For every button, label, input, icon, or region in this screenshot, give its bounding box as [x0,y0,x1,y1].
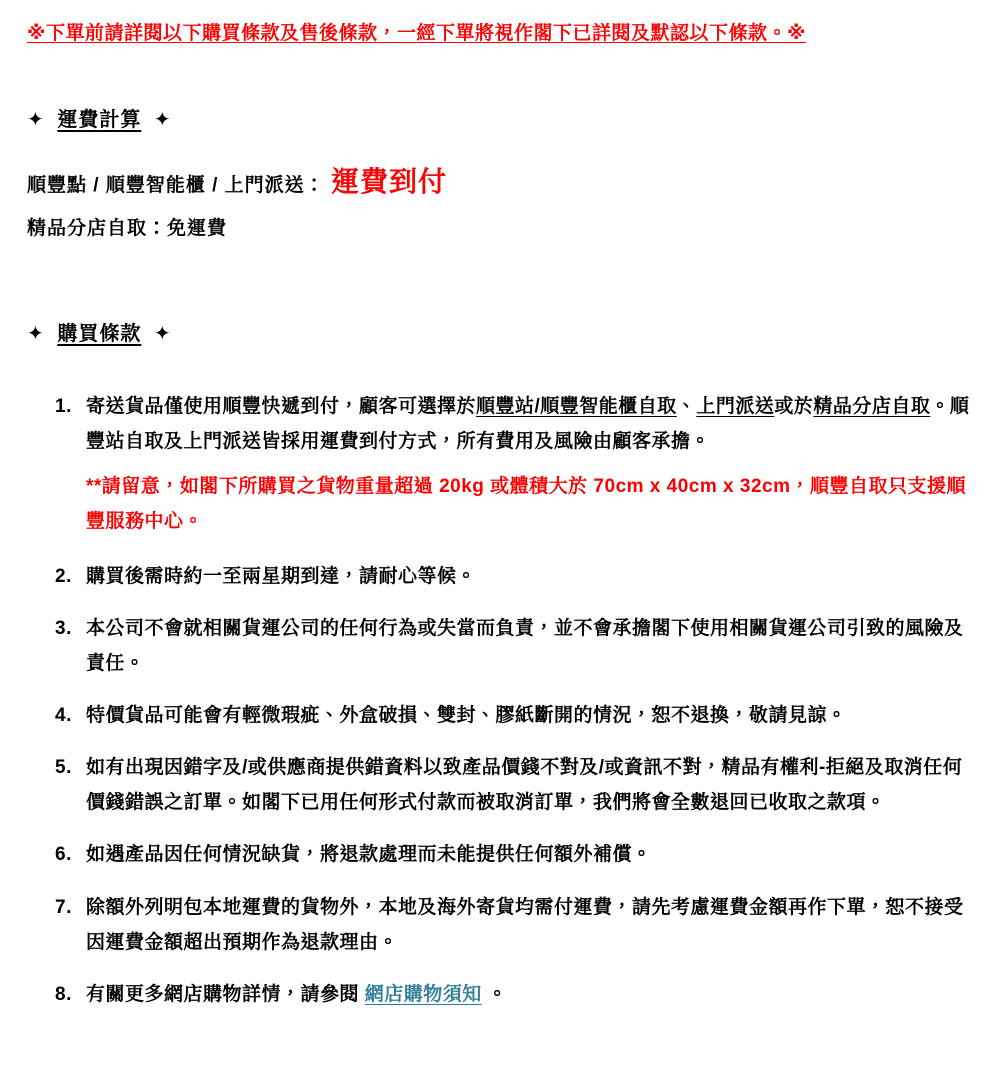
term-number: 8. [55,983,72,1005]
weight-limit-note: **請留意，如閣下所購買之貨物重量超過 20kg 或體積大於 70cm x 40cm x 32cm，順豐自取只支援順豐服務中心。 [86,476,966,533]
diamond-icon: ✦ [153,108,172,131]
term-item-8 [55,977,975,1012]
door-delivery-underline: 上門派送 [696,396,775,417]
shipping-methods-text: 順豐點 / 順豐智能櫃 / 上門派送： [27,174,325,196]
term-item-1 [55,389,975,542]
shipping-methods-line [27,161,975,203]
term-number: 7. [55,896,72,918]
term-item-6 [55,837,975,872]
cod-highlight: 運費到付 [330,165,447,197]
diamond-icon: ✦ [27,323,45,345]
diamond-icon: ✦ [27,108,45,131]
term-number: 5. [55,757,72,779]
term-item-2 [55,559,975,594]
term-item-3 [55,611,975,681]
term-number: 6. [55,844,72,866]
term-item-7 [55,890,975,960]
term-number: 1. [55,396,72,417]
term-text: 如有出現因錯字及/或供應商提供錯資料以致產品價錢不對及/或資訊不對，精品有權利-拒絕及取消任何價錢錯誤之訂單。如閣下已用任何形式付款而被取消訂單，我們將會全數退回已收取之款項。 [86,757,963,814]
term-number: 4. [55,704,72,726]
sf-pickup-underline: 順豐站/順豐智能櫃自取 [476,396,677,417]
term-item-5 [55,750,975,820]
term-text: 有關更多網店購物詳情，請參閱 網店購物須知 。 [86,983,508,1005]
shipping-section-header [27,105,975,135]
term-content [86,389,975,542]
term-text: 如遇產品因任何情況缺貨，將退款處理而未能提供任何額外補償。 [86,844,652,866]
diamond-icon: ✦ [153,323,172,345]
terms-section-title: 購買條款 [57,323,142,345]
shipping-section-title: 運費計算 [57,108,142,131]
store-pickup-line: 精品分店自取：免運費 [27,217,228,239]
terms-list [27,389,975,1012]
online-store-guide-link[interactable]: 網店購物須知 [364,983,482,1005]
store-pickup-underline: 精品分店自取 [813,396,931,417]
term-text: 除額外列明包本地運費的貨物外，本地及海外寄貨均需付運費，請先考慮運費金額再作下單，恕不接受因運費金額超出預期作為退款理由。 [86,896,964,953]
term-number: 3. [55,617,72,639]
terms-section-header [27,319,975,349]
term-text: 特價貨品可能會有輕微瑕疵、外盒破損、雙封、膠紙斷開的情況，恕不退換，敬請見諒。 [86,704,847,726]
term-number: 2. [55,565,72,587]
term-text: 購買後需時約一至兩星期到達，請耐心等候。 [86,565,477,587]
term-item-4 [55,698,975,733]
term-text: 本公司不會就相關貨運公司的任何行為或失當而負責，並不會承擔閣下使用相關貨運公司引致的風險及責任。 [86,617,964,674]
pre-order-notice: ※下單前請詳閱以下購買條款及售後條款，一經下單將視作閣下已詳閱及默認以下條款。※ [27,23,806,44]
term-text: 寄送貨品僅使用順豐快遞到付，顧客可選擇於順豐站/順豐智能櫃自取、上門派送或於精品分店自取。順豐站自取及上門派送皆採用運費到付方式，所有費用及風險由顧客承擔。 [86,396,970,453]
